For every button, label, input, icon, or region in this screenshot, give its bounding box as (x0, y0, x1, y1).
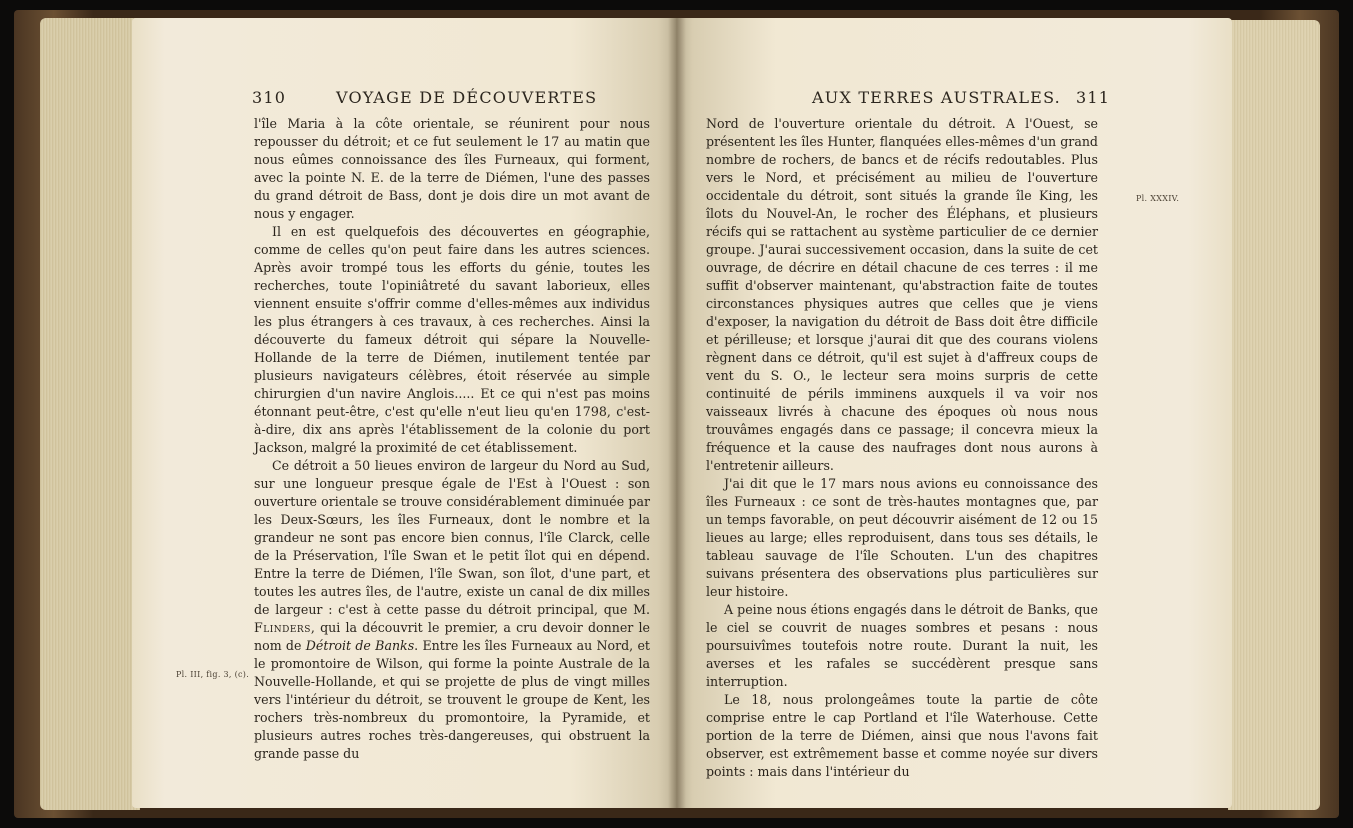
paragraph (706, 601, 1098, 691)
page-edges-left (40, 18, 140, 810)
paragraph (706, 475, 1098, 601)
text-run: l'île Maria à la côte orientale, se réunirent pour nous repousser du détroit; et ce fut seulement le 17 au matin que nous eûmes connoissance des îles Furneaux, qui forment, avec la pointe N. E. de la terre de Diémen, l'une des passes du grand détroit de Bass, dont je dois dire un mot avant de nous y engager. (254, 116, 650, 221)
left-header (252, 88, 682, 112)
page-edges-right (1228, 20, 1320, 810)
italic-term: Détroit de Banks (305, 638, 415, 653)
left-running-head: VOYAGE DE DÉCOUVERTES (336, 88, 598, 107)
text-run: Nord de l'ouverture orientale du détroit. A l'Ouest, se présentent les îles Hunter, flanquées elles-mêmes d'un grand nombre de rochers, de bancs et de récifs redoutables. Plus vers le Nord, et précisément au milieu de l'ouverture occidentale du détroit, sont situés la grande île King, les îlots du Nouvel-An, le rocher des Éléphans, et plusieurs récifs qui se rattachent au système particulier de ce dernier groupe. J'aurai successivement occasion, dans la suite de cet ouvrage, de décrire en détail chacune de ces terres : il me suffit d'observer maintenant, qu'abstraction faite de toutes circonstances physiques autres que celles que je viens d'exposer, la navigation du détroit de Bass doit être difficile et périlleuse; et lorsque j'aurai dit que des courans violens règnent dans ce détroit, qu'il est sujet à d'affreux coups de vent du S. O., le lecteur sera moins surpris de cette continuité de périls imminens auxquels il va voir nos vaisseaux livrés à chacune des époques où nous nous trouvâmes engagés dans ce passage; il concevra mieux la fréquence et la cause des naufrages dont nous aurons à l'entretenir ailleurs. (706, 116, 1098, 473)
paragraph (706, 115, 1098, 475)
book-gutter (668, 18, 686, 808)
text-run: Ce détroit a 50 lieues environ de largeur du Nord au Sud, sur une longueur presque égale de l'Est à l'Ouest : son ouverture orientale se trouve considérablement diminuée par les Deux-Sœurs, les îles Furneaux, dont le nombre et la grandeur ne sont pas encore bien connus, l'île Clarck, celle de la Préservation, l'île Swan et le petit îlot qui en dépend. Entre la terre de Diémen, l'île Swan, son îlot, d'une part, et toutes les autres îles, de l'autre, existe un canal de dix milles de largeur : c'est à cette passe du détroit principal, que M. (254, 458, 650, 617)
text-run: Le 18, nous prolongeâmes toute la partie de côte comprise entre le cap Portland et l'île Waterhouse. Cette portion de la terre de Diémen, ainsi que nous l'avons fait observer, est extrêmement basse et comme noyée sur divers points : mais dans l'intérieur du (706, 692, 1098, 779)
right-header (812, 88, 1192, 112)
text-run: . Entre les îles Furneaux au Nord, et le promontoire de Wilson, qui forme la pointe Australe de la Nouvelle-Hollande, et qui se projette de plus de vingt milles vers l'intérieur du détroit, se trouvent le groupe de Kent, les rochers très-nombreux du promontoire, la Pyramide, et plusieurs autres roches très-dangereuses, qui obstruent la grande passe du (254, 638, 650, 761)
paragraph (254, 223, 650, 457)
text-run: Il en est quelquefois des découvertes en géographie, comme de celles qu'on peut faire dans les autres sciences. Après avoir trompé tous les efforts du génie, toutes les recherches, toute l'opiniâtreté du savant laborieux, elles viennent ensuite s'offrir comme d'elles-mêmes aux individus les plus étrangers à ces travaux, à ces recherches. Ainsi la découverte du fameux détroit qui sépare la Nouvelle-Hollande de la terre de Diémen, inutilement tentée par plusieurs navigateurs célèbres, étoit réservée au simple chirurgien d'un navire Anglois..... Et ce qui n'est pas moins étonnant peut-être, c'est qu'elle n'eut lieu qu'en 1798, c'est-à-dire, dix ans après l'établissement de la colonie du port Jackson, malgré la proximité de cet établissement. (254, 224, 650, 455)
right-page-number: 311 (1076, 88, 1111, 107)
right-page-text (706, 115, 1098, 781)
text-run: J'ai dit que le 17 mars nous avions eu connoissance des îles Furneaux : ce sont de très-hautes montagnes que, par un temps favorable, on peut découvrir aisément de 12 ou 15 lieues au large; elles reproduisent, dans tous ses détails, le tableau sauvage de l'île Schouten. L'un des chapitres suivans présentera des observations plus particulières sur leur histoire. (706, 476, 1098, 599)
small-caps-name: Flinders (254, 620, 311, 635)
paragraph (254, 457, 650, 763)
text-run: , qui la découvrit le premier, a cru devoir donner le nom de (254, 620, 650, 653)
text-run: A peine nous étions engagés dans le détroit de Banks, que le ciel se couvrit de nuages sombres et pesans : nous poursuivîmes toutefois notre route. Durant la nuit, les averses et les rafales se succédèrent presque sans interruption. (706, 602, 1098, 689)
left-margin-note: Pl. III, fig. 3, (c). (176, 670, 250, 679)
paragraph (254, 115, 650, 223)
right-page (676, 18, 1232, 808)
left-page-number: 310 (252, 88, 287, 107)
left-page (132, 18, 680, 808)
paragraph (706, 691, 1098, 781)
right-running-head: AUX TERRES AUSTRALES. (812, 88, 1061, 107)
right-margin-note: Pl. XXXIV. (1136, 194, 1180, 203)
left-page-text (254, 115, 650, 763)
